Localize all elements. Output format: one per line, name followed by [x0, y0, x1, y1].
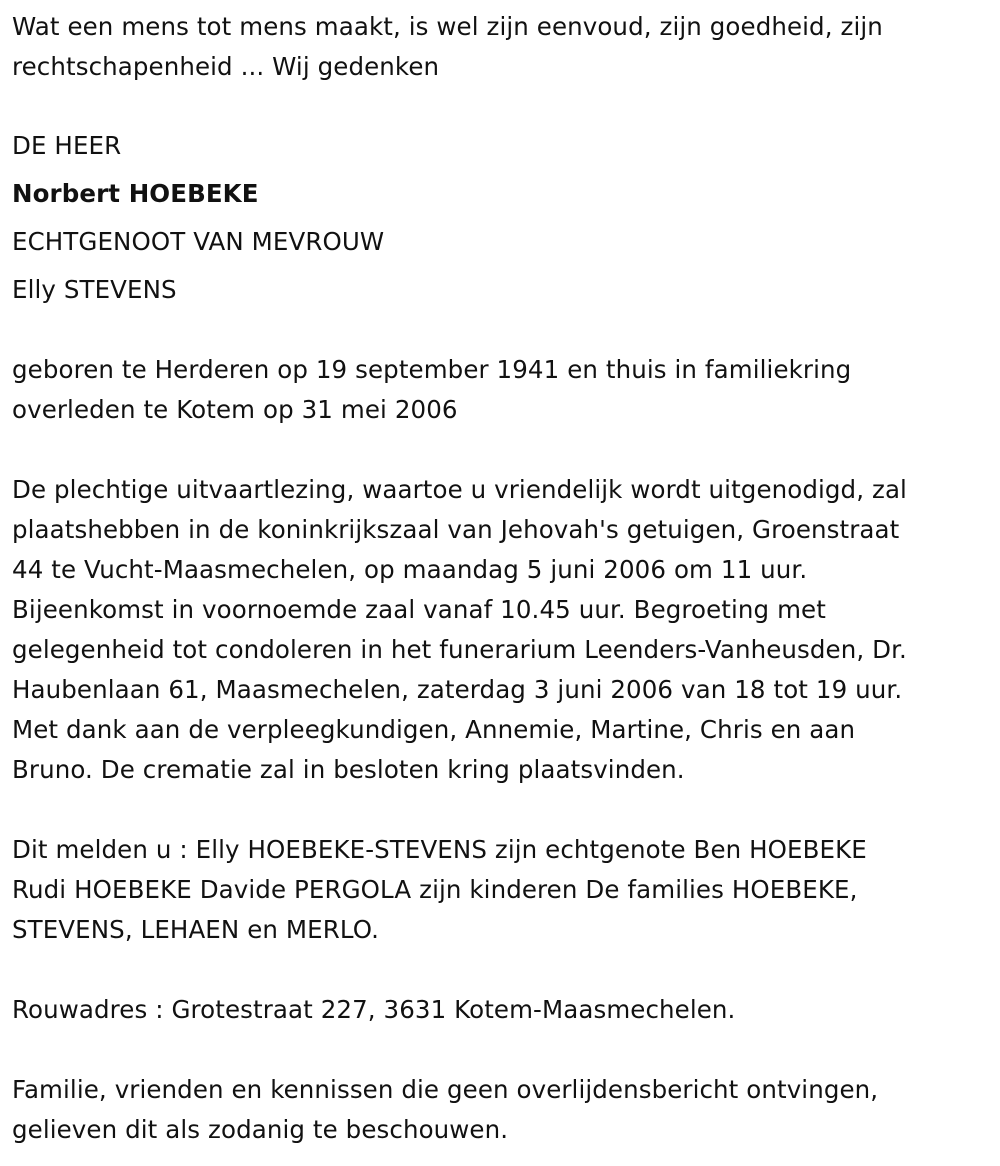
intro-line: rechtschapenheid ... Wij gedenken: [12, 52, 440, 81]
address-paragraph: [12, 990, 997, 1030]
intro-line: Wat een mens tot mens maakt, is wel zijn eenvoud, zijn goedheid, zijn: [12, 12, 883, 41]
life-line: overleden te Kotem op 31 mei 2006: [12, 395, 458, 424]
announcers-line: STEVENS, LEHAEN en MERLO.: [12, 915, 379, 944]
deceased-title: DE HEER: [12, 131, 122, 160]
closing-paragraph: [12, 1070, 997, 1150]
announcers-paragraph: [12, 830, 997, 950]
ceremony-line: gelegenheid tot condoleren in het funerarium Leenders-Vanheusden, Dr.: [12, 635, 907, 664]
address-line: Rouwadres : Grotestraat 227, 3631 Kotem-Maasmechelen.: [12, 995, 736, 1024]
ceremony-line: Bijeenkomst in voornoemde zaal vanaf 10.45 uur. Begroeting met: [12, 595, 826, 624]
intro-paragraph: [12, 7, 997, 87]
ceremony-line: Haubenlaan 61, Maasmechelen, zaterdag 3 juni 2006 van 18 tot 19 uur.: [12, 675, 903, 704]
announcers-line: Dit melden u : Elly HOEBEKE-STEVENS zijn echtgenote Ben HOEBEKE: [12, 835, 867, 864]
ceremony-line: Bruno. De crematie zal in besloten kring plaatsvinden.: [12, 755, 685, 784]
spouse-name: Elly STEVENS: [12, 275, 177, 304]
life-dates-paragraph: [12, 350, 997, 430]
ceremony-line: De plechtige uitvaartlezing, waartoe u vriendelijk wordt uitgenodigd, zal: [12, 475, 907, 504]
closing-line: gelieven dit als zodanig te beschouwen.: [12, 1115, 509, 1144]
closing-line: Familie, vrienden en kennissen die geen overlijdensbericht ontvingen,: [12, 1075, 879, 1104]
ceremony-line: plaatshebben in de koninkrijkszaal van Jehovah's getuigen, Groenstraat: [12, 515, 900, 544]
life-line: geboren te Herderen op 19 september 1941 en thuis in familiekring: [12, 355, 852, 384]
ceremony-line: Met dank aan de verpleegkundigen, Annemie, Martine, Chris en aan: [12, 715, 856, 744]
ceremony-line: 44 te Vucht-Maasmechelen, op maandag 5 juni 2006 om 11 uur.: [12, 555, 808, 584]
deceased-name: Norbert HOEBEKE: [12, 179, 259, 208]
deceased-relation: ECHTGENOOT VAN MEVROUW: [12, 227, 385, 256]
announcers-line: Rudi HOEBEKE Davide PERGOLA zijn kinderen De families HOEBEKE,: [12, 875, 858, 904]
ceremony-paragraph: [12, 470, 997, 790]
deceased-block: [12, 122, 997, 314]
